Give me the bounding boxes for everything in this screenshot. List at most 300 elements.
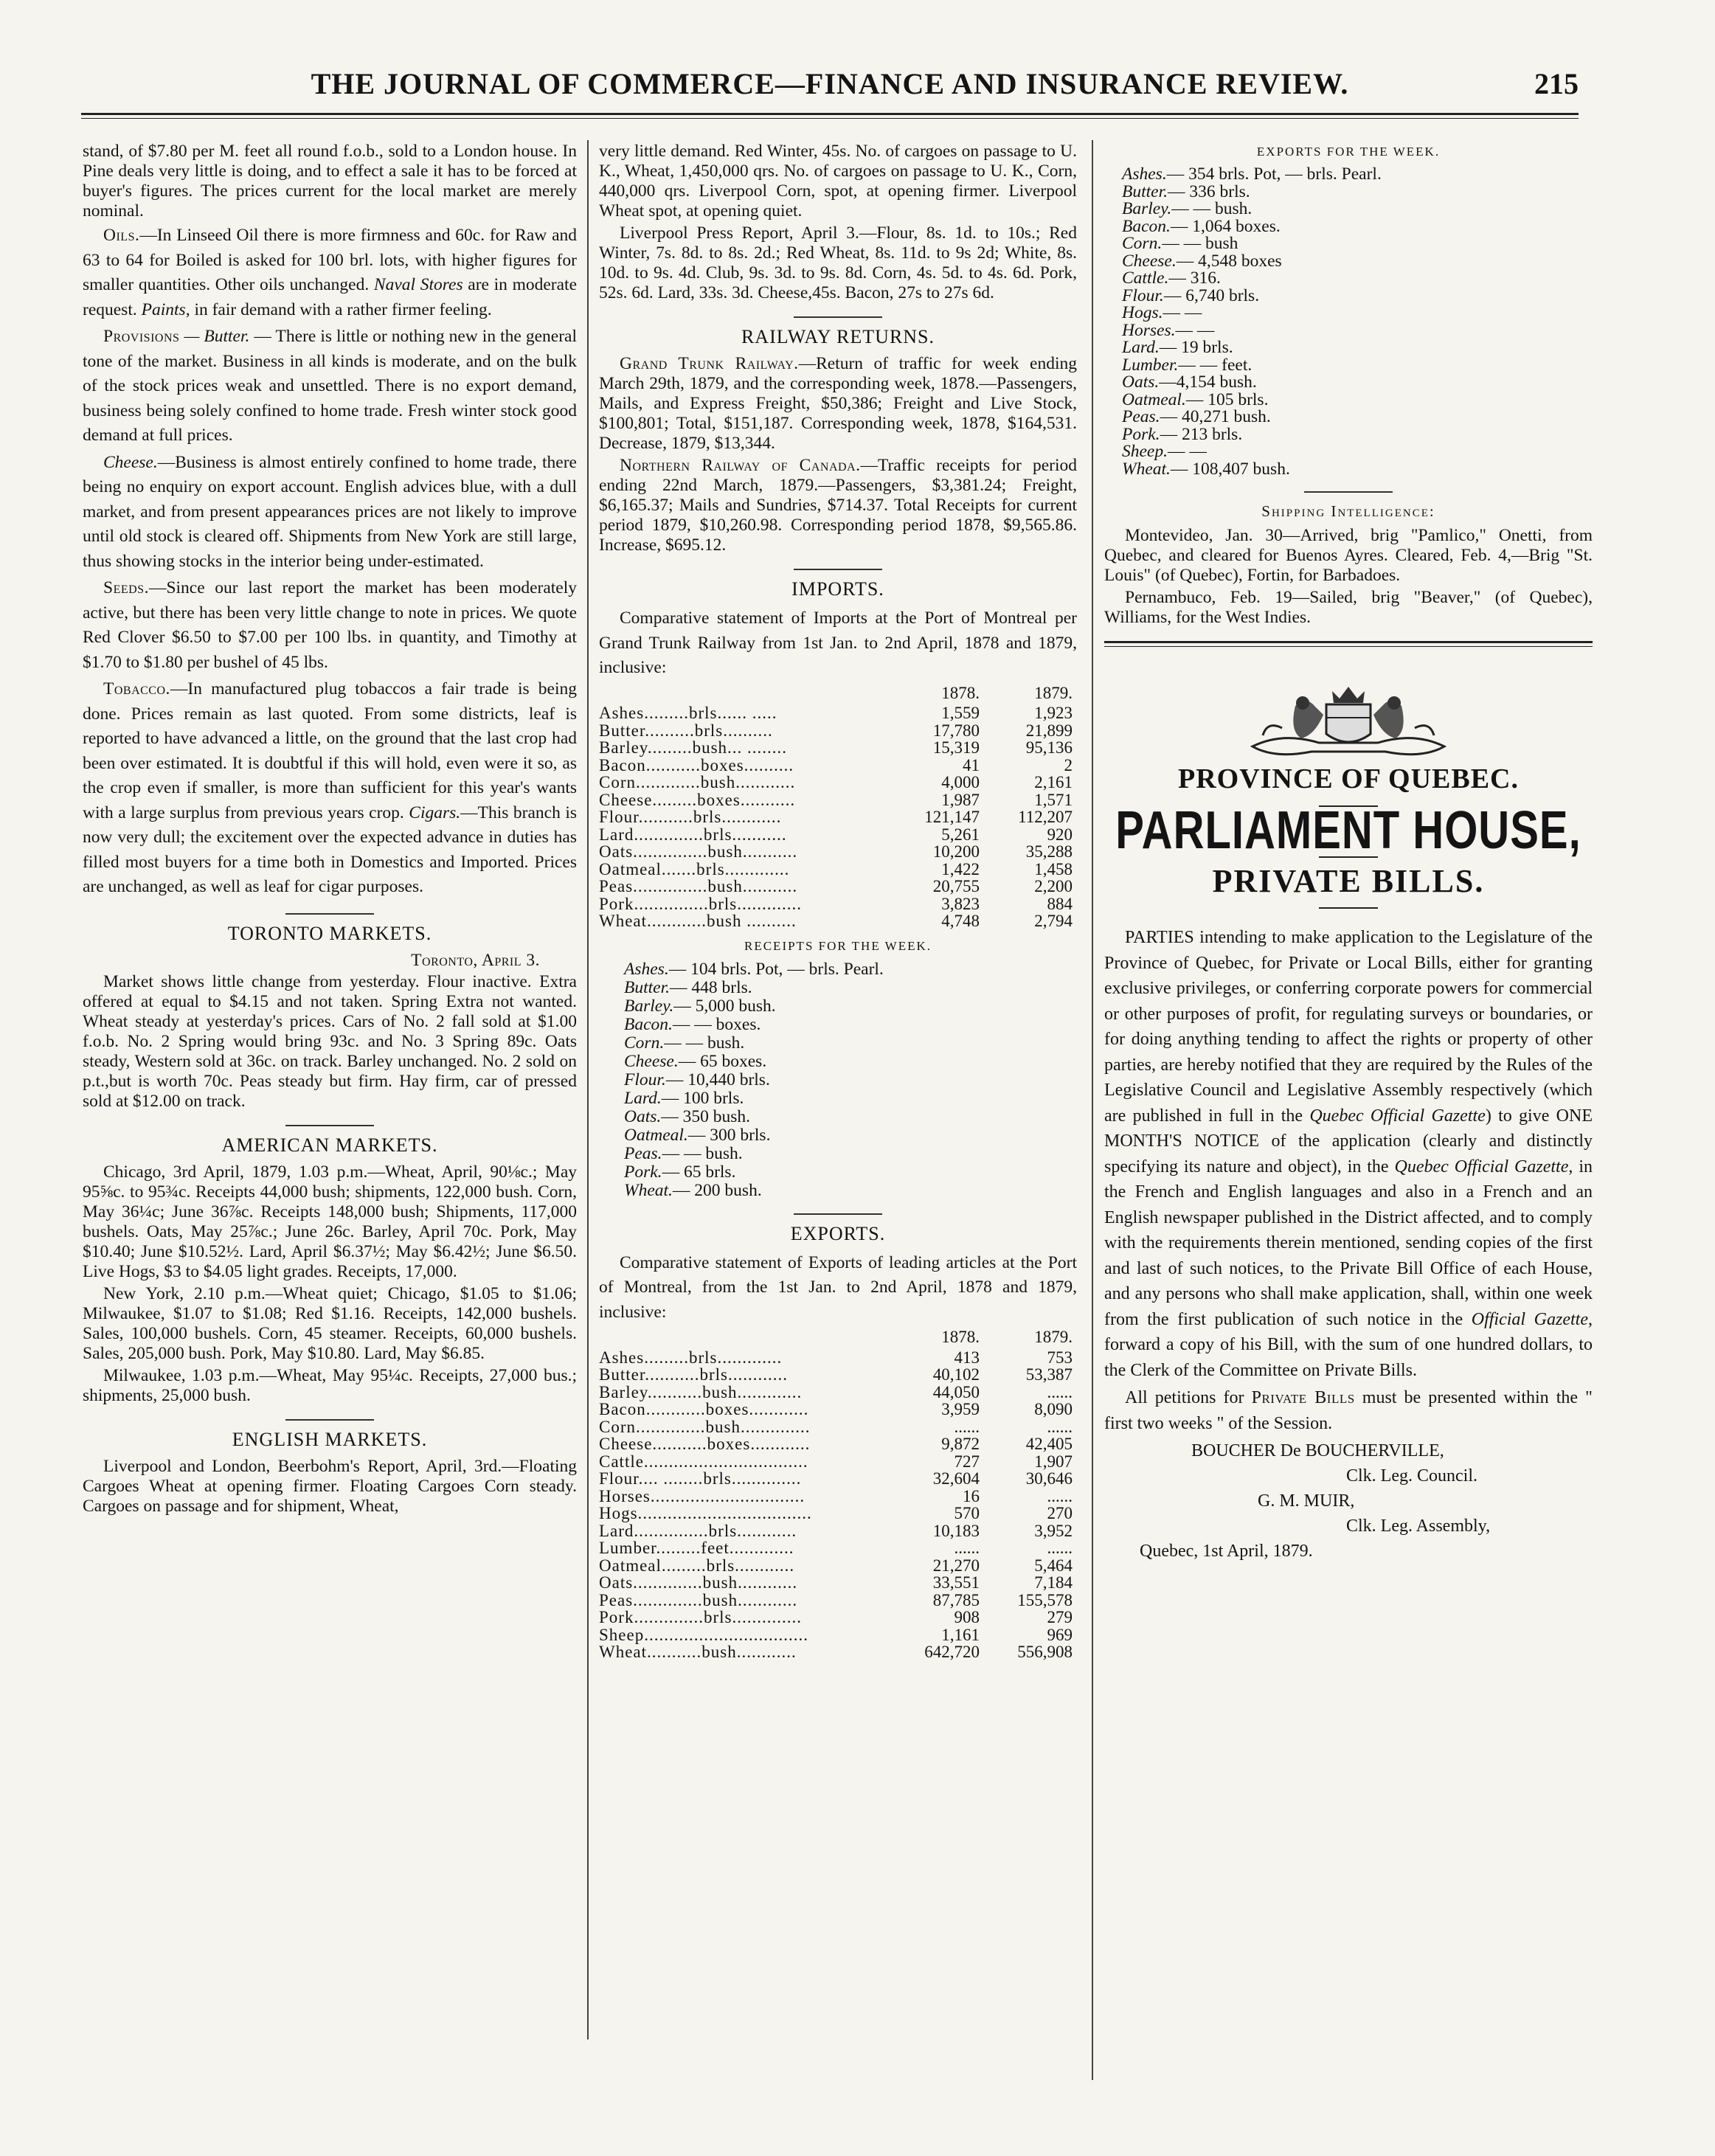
exports-week-row [1122, 374, 1593, 392]
exports-row [599, 1366, 1077, 1384]
product-name: Sheep. [1122, 442, 1168, 461]
value-1878: 908 [954, 1608, 980, 1626]
railway-heading: RAILWAY RETURNS. [741, 326, 935, 347]
value-1878: 44,050 [932, 1382, 980, 1401]
product-name: Peas. [1122, 407, 1160, 426]
toronto-dateline: Toronto, April 3. [411, 950, 540, 970]
oils-mid: are in moderate request. [83, 275, 577, 319]
pernambuco-paragraph: Pernambuco, Feb. 19—Sailed, brig "Beaver," (of Quebec), Williams, for the West Indies. [1104, 588, 1593, 627]
product-name: Oatmeal. [1122, 389, 1186, 409]
notice-text-a: PARTIES intending to make application to the Legislature of the Province of Quebec, for Private or Local Bills, either for granting exclusive privileges, or conferring corporate powers for commercial or other purposes of profit, for regulating surveys or boundaries, or for doing anything tending to affect the rights or property of other parties, are hereby notified that they are required by the Rules of the Legislative Council and Legislative Assembly respectively (which are published in full in the [1104, 928, 1593, 1126]
row-label: Wheat............bush .......... [599, 912, 797, 930]
imports-heading: IMPORTS. [791, 578, 884, 600]
gtr-body: —Return of traffic for week ending March 29th, 1879, and the corresponding week, 1878.—Passengers, Mails, and Express Freight, $50,386; Freight and Live Stock, $100,801; Total, $151,187. Corresponding week, 1878, $164,531. Decrease, 1879, $13,344. [599, 354, 1078, 453]
receipts-row [624, 1089, 1077, 1108]
petitions-text-b: must be presented within the " first two weeks " of the Session. [1104, 1388, 1593, 1433]
toronto-paragraph: Market shows little change from yesterday. Flour inactive. Extra offered at equal to $4.15 and not taken. Spring Extra not wanted. Wheat steady at yesterday's prices. Cars of No. 2 fall sold at $1.00 f.o.b. No. 2 Spring would bring 93c. and No. 3 Spring 89c. Oats steady, Western sold at 36c. on track. Barley unchanged. No. 2 sold on p.t.,but is worth 70c. Peas steady but firm. Hay firm, car of pressed sold at $12.00 on track. [83, 971, 577, 1111]
notice-gazette-2: Quebec Official Gazette [1394, 1157, 1569, 1176]
column-3 [1104, 142, 1593, 1564]
product-name: Ashes. [1122, 164, 1167, 184]
exports-week-row [1122, 426, 1593, 444]
product-quantity: — 6,740 brls. [1163, 285, 1260, 305]
exports-week-row [1122, 443, 1593, 461]
exports-row [599, 1522, 1077, 1540]
northern-railway-paragraph [599, 456, 1077, 555]
value-1878: 727 [954, 1452, 980, 1471]
value-1879: 35,288 [1025, 842, 1073, 861]
tobacco-cigars: Cigars. [409, 803, 461, 822]
province-of-quebec-title: PROVINCE OF QUEBEC. [1177, 763, 1519, 794]
signature-1-name: BOUCHER De BOUCHERVILLE, [1191, 1441, 1444, 1460]
value-1878: 9,872 [941, 1435, 980, 1453]
value-1879: ...... [1047, 1486, 1073, 1505]
exports-row [599, 1401, 1077, 1418]
value-1879: 5,464 [1034, 1556, 1073, 1575]
imports-intro: Comparative statement of Imports at the Port of Montreal per Grand Trunk Railway from 1st Jan. to 2nd April, 1878 and 1879, inclusive: [599, 609, 1077, 677]
exports-week-row [1122, 181, 1593, 201]
product-name: Peas. [624, 1143, 662, 1163]
imports-row [599, 826, 1077, 844]
row-label: Sheep................................. [599, 1625, 808, 1644]
value-1878: 32,604 [932, 1469, 980, 1488]
imports-row [599, 757, 1077, 774]
row-label: Wheat...........bush............ [599, 1643, 797, 1661]
exports-row [599, 1384, 1077, 1401]
value-1879: 95,136 [1025, 738, 1073, 757]
exports-row [599, 1488, 1077, 1505]
product-quantity: — 354 brls. Pot, — brls. Pearl. [1166, 164, 1382, 184]
exports-row [599, 1418, 1077, 1436]
exports-row [599, 1349, 1077, 1367]
value-1879: 270 [1047, 1504, 1073, 1522]
row-label: Pork..............brls.............. [599, 1608, 802, 1626]
product-name: Pork. [624, 1162, 662, 1182]
petitions-text-a: All petitions for [1125, 1388, 1252, 1407]
header-rule-top [81, 113, 1579, 115]
product-quantity: — 350 bush. [661, 1106, 751, 1126]
product-quantity: — 40,271 bush. [1160, 407, 1271, 426]
exports-row [599, 1505, 1077, 1522]
grand-trunk-paragraph [599, 354, 1077, 454]
exports-row [599, 1626, 1077, 1644]
cheese-body: —Business is almost entirely confined to home trade, there being no enquiry on export account. English advices blue, with a dull market, and from present appearances prices are not likely to improve until old stock is cleared off. Shipments from New York are still large, thus showing stocks in the interior being under-estimated. [83, 452, 577, 571]
row-label: Oatmeal.........brls............ [599, 1556, 795, 1575]
toronto-heading: TORONTO MARKETS. [227, 922, 432, 944]
provisions-butter: — Butter. [179, 327, 250, 346]
value-1879: 53,387 [1025, 1365, 1073, 1384]
row-label: Butter...........brls............ [599, 1365, 788, 1384]
product-quantity: — 5,000 bush. [673, 996, 776, 1016]
value-1878: 87,785 [932, 1590, 980, 1609]
english-paragraph: Liverpool and London, Beerbohm's Report, April, 3rd.—Floating Cargoes Wheat at opening firmer. Floating Cargoes Corn steady. Cargoes on passage and for shipment, Wheat, [83, 1456, 577, 1516]
english-heading: ENGLISH MARKETS. [232, 1428, 428, 1450]
product-quantity: — — [1163, 303, 1202, 322]
row-label: Pork...............brls............. [599, 894, 802, 913]
row-label: Flour...........brls............ [599, 808, 782, 826]
tobacco-body: —In manufactured plug tobaccos a fair trade is being done. Prices remain as last quoted. From some districts, leaf is reported to have advanced a little, on the ground that the last crop had been over estimated. It is doubtful if this will hold, even were it so, as the crop even if smaller, is more than sufficient for this year's wants with a large surplus from previous years crop. [83, 679, 577, 822]
product-name: Barley. [624, 996, 674, 1016]
provisions-paragraph [83, 325, 577, 448]
exports-intro: Comparative statement of Exports of leading articles at the Port of Montreal, from the 1st Jan. to 2nd April, 1878 and 1879, inclusive: [599, 1252, 1077, 1322]
notice-text-c: , in the French and English languages and also in a French and an English newspaper published in the District affected, and to comply with the requirements therein mentioned, sending copies of the first and last of such notices, to the Private Bill Office of each House, and any persons who shall make application, shall, within one week from the first publication of such notice in the [1104, 1157, 1593, 1329]
value-1878: 570 [954, 1504, 980, 1522]
value-1879: 112,207 [1018, 808, 1073, 826]
product-name: Lumber. [1122, 355, 1179, 375]
product-quantity: — — bush [1162, 234, 1238, 253]
imports-row [599, 878, 1077, 895]
exports-week-row [1122, 339, 1593, 357]
column-divider-1 [587, 140, 589, 2039]
product-name: Corn. [1122, 234, 1163, 253]
value-1878: 10,183 [932, 1521, 980, 1540]
imports-table [599, 683, 1077, 930]
row-label: Bacon............boxes............ [599, 1400, 809, 1418]
value-1879: ...... [1047, 1382, 1073, 1401]
row-label: Peas...............bush........... [599, 877, 798, 895]
page-header [81, 66, 1579, 111]
exports-table [599, 1327, 1077, 1661]
cheese-lead: Cheese. [103, 452, 158, 472]
column-1 [83, 142, 577, 1519]
imports-row [599, 895, 1077, 913]
product-name: Butter. [1122, 181, 1168, 201]
notice-gazette-3: Official Gazette [1471, 1309, 1588, 1329]
exports-row [599, 1435, 1077, 1453]
product-name: Flour. [624, 1070, 666, 1089]
receipts-row [624, 1145, 1077, 1163]
oils-paragraph [83, 223, 577, 322]
product-quantity: — 200 bush. [672, 1180, 762, 1200]
milwaukee-paragraph: Milwaukee, 1.03 p.m.—Wheat, May 95¼c. Receipts, 27,000 bus.; shipments, 25,000 bush. [83, 1365, 577, 1405]
product-quantity: — 19 brls. [1159, 338, 1233, 357]
product-name: Bacon. [1122, 216, 1171, 236]
product-quantity: — 4,548 boxes [1176, 251, 1282, 271]
page-number: 215 [1534, 67, 1579, 100]
value-1878: 1,559 [941, 704, 980, 722]
value-1879: 1,923 [1034, 704, 1073, 722]
row-label: Cheese.........boxes........... [599, 790, 796, 809]
short-rule [1319, 907, 1378, 909]
section-rule [794, 316, 882, 318]
value-1879: 21,899 [1025, 721, 1073, 740]
product-name: Lard. [1122, 338, 1160, 357]
exports-row [599, 1557, 1077, 1575]
header-rule-bottom [81, 118, 1579, 119]
value-1878: ...... [954, 1417, 980, 1436]
imports-row [599, 861, 1077, 878]
receipts-row [624, 960, 1077, 979]
exports-week-row [1122, 201, 1593, 218]
exports-year-1878: 1878. [941, 1328, 980, 1346]
section-rule [285, 913, 374, 915]
exports-week-row [1122, 389, 1593, 409]
row-label: Cattle................................. [599, 1452, 808, 1471]
receipts-row [624, 1016, 1077, 1034]
exports-year-1879: 1879. [1034, 1328, 1073, 1346]
product-quantity: — — boxes. [672, 1014, 761, 1034]
exports-heading: EXPORTS. [790, 1222, 886, 1244]
imports-year-1878: 1878. [941, 683, 980, 702]
oils-body: —In Linseed Oil there is more firmness and 60c. for Raw and 63 to 64 for Boiled is asked for 100 brl. lots, with higher figures for smaller quantities. Other oils unchanged. [83, 226, 577, 294]
section-rule [285, 1125, 374, 1126]
value-1879: 279 [1047, 1608, 1073, 1626]
product-name: Bacon. [624, 1014, 673, 1034]
private-bills-notice [1104, 925, 1593, 1436]
exports-week-row [1122, 461, 1593, 479]
notice-text-d: , forward a copy of his Bill, with the sum of one hundred dollars, to the Clerk of the Committee on Private Bills. [1104, 1309, 1593, 1380]
product-quantity: — 65 boxes. [678, 1051, 767, 1071]
value-1879: 2 [1064, 755, 1073, 774]
oils-paints: Paints [141, 299, 186, 319]
gtr-lead: Grand Trunk Railway. [620, 354, 799, 373]
signature-1-title: Clk. Leg. Council. [1346, 1466, 1477, 1486]
receipts-list [599, 960, 1077, 1200]
product-name: Oats. [1122, 372, 1160, 392]
product-quantity: — 104 brls. Pot, — brls. Pearl. [668, 959, 884, 979]
nrc-lead: Northern Railway of Canada. [620, 456, 861, 475]
product-quantity: — 10,440 brls. [665, 1070, 770, 1089]
exports-week-row [1122, 409, 1593, 426]
oils-end: , in fair demand with a rather firmer feeling. [185, 299, 492, 319]
value-1878: 10,200 [932, 842, 980, 861]
value-1878: 16 [963, 1486, 980, 1505]
value-1878: 40,102 [932, 1365, 980, 1384]
value-1879: 7,184 [1034, 1573, 1073, 1592]
product-quantity: — — bush. [1171, 199, 1253, 218]
product-quantity: — — bush. [664, 1033, 745, 1053]
exports-row [599, 1609, 1077, 1626]
product-name: Hogs. [1122, 303, 1163, 322]
imports-row [599, 774, 1077, 791]
receipts-row [624, 1182, 1077, 1200]
value-1879: 753 [1047, 1348, 1073, 1367]
product-quantity: — 448 brls. [670, 977, 752, 997]
receipts-row [624, 1126, 1077, 1145]
product-name: Oatmeal. [624, 1125, 688, 1145]
value-1879: 3,952 [1034, 1521, 1073, 1540]
row-label: Barley...........bush............. [599, 1382, 803, 1401]
seeds-lead: Seeds. [103, 578, 149, 597]
value-1879: 556,908 [1017, 1643, 1073, 1661]
liverpool-press-paragraph: Liverpool Press Report, April 3.—Flour, 8s. 1d. to 10s.; Red Winter, 7s. 8d. to 8s. 2d.; Red Wheat, 8s. 11d. to 9s 2d; White, 8s. 10d. to 9s. 4d. Club, 9s. 3d. to 9s. 8d. Corn, 4s. 5d. to 4s. 6d. Pork, 52s. 6d. Lard, 33s. 3d. Cheese,45s. Bacon, 27s to 27s 6d. [599, 223, 1077, 302]
provisions-body: — There is little or nothing new in the general tone of the market. Business in all kinds is moderate, and on the bulk of the stock prices weak and unsettled. There is no export demand, business being solely confined to home trade. Fresh winter stock good demand at full prices. [83, 327, 577, 445]
row-label: Lumber.........feet............. [599, 1539, 794, 1557]
cheese-paragraph [83, 451, 577, 575]
product-quantity: — — [1175, 320, 1215, 340]
receipts-row [624, 1108, 1077, 1126]
receipts-heading: RECEIPTS FOR THE WEEK. [744, 938, 932, 953]
value-1879: 1,571 [1034, 790, 1073, 809]
value-1878: 41 [963, 755, 980, 774]
chicago-paragraph: Chicago, 3rd April, 1879, 1.03 p.m.—Wheat, April, 90⅛c.; May 95⅝c. to 95¾c. Receipts 44,000 bush; shipments, 122,000 bush. Corn, May 36¼c; June 36⅞c. Receipts 148,000 bush; Shipments, 117,000 bushels. Oats, May 25⅞c.; June 26c. Barley, April 70c. Pork, May $10.40; June $10.52½. Lard, April $6.37½; May $6.42½; June $6.50. Live Hogs, $3 to $4.05 light grades. Receipts, 17,000. [83, 1162, 577, 1281]
product-name: Butter. [624, 977, 671, 997]
value-1878: 33,551 [932, 1573, 980, 1592]
exports-week-row [1122, 270, 1593, 288]
liverpool-paragraph: very little demand. Red Winter, 45s. No. of cargoes on passage to U. K., Wheat, 1,450,000 qrs. No. of cargoes on passage to U. K., Corn, 440,000 qrs. Liverpool Corn, spot, at opening firmer. Liverpool Wheat spot, at opening quiet. [599, 142, 1077, 221]
exports-week-row [1122, 253, 1593, 271]
receipts-row [624, 1053, 1077, 1071]
row-label: Oats..............bush............ [599, 1573, 798, 1592]
column-2 [599, 142, 1077, 1661]
notice-gazette-1: Quebec Official Gazette [1309, 1106, 1486, 1126]
product-quantity: — 1,064 boxes. [1170, 216, 1281, 236]
value-1879: 42,405 [1025, 1435, 1073, 1453]
row-label: Peas..............bush............ [599, 1590, 798, 1609]
value-1879: 2,200 [1034, 877, 1073, 895]
new-york-paragraph: New York, 2.10 p.m.—Wheat quiet; Chicago, $1.05 to $1.06; Milwaukee, $1.07 to $1.08; Red $1.16. Receipts, 142,000 bushels. Sales, 100,000 bushels. Corn, 45 steamer. Receipts, 60,000 bushels. Sales, 205,000 bush. Pork, May $10.80. Lard, May $6.85. [83, 1283, 577, 1363]
quebec-coat-of-arms-icon [1238, 676, 1459, 765]
row-label: Hogs................................... [599, 1504, 812, 1522]
value-1879: 8,090 [1034, 1400, 1073, 1418]
exports-week-row [1122, 166, 1593, 184]
product-quantity: — — [1168, 442, 1207, 461]
row-label: Horses............................... [599, 1486, 805, 1505]
product-name: Corn. [624, 1033, 665, 1053]
provisions-lead: Provisions [103, 327, 180, 346]
value-1878: 5,261 [941, 825, 980, 844]
american-heading: AMERICAN MARKETS. [221, 1134, 438, 1156]
row-label: Oatmeal.......brls............. [599, 859, 790, 878]
receipts-row [624, 979, 1077, 997]
exports-week-row [1122, 357, 1593, 375]
imports-row [599, 912, 1077, 930]
exports-week-row [1122, 235, 1593, 253]
notice-paragraph [1104, 925, 1593, 1383]
montevideo-paragraph: Montevideo, Jan. 30—Arrived, brig "Pamlico," Onetti, from Quebec, and cleared for Buenos Ayres. Cleared, Feb. 4,—Brig "St. Louis" (of Quebec), Fortin, for Barbadoes. [1104, 526, 1593, 585]
row-label: Corn.............bush............ [599, 773, 796, 791]
tobacco-end: —This branch is now very dull; the excitement over the expected advance in duties has filled most buyers for a time both in Domestics and Imported. Prices are unchanged, as well as leaf for cigar purposes. [83, 803, 577, 896]
exports-week-row [1122, 285, 1593, 305]
product-name: Barley. [1122, 199, 1172, 218]
exports-row [599, 1592, 1077, 1609]
private-bills-title: PRIVATE BILLS. [1212, 863, 1485, 899]
product-name: Pork. [1122, 424, 1160, 444]
parliament-house-title: PARLIAMENT HOUSE, [1115, 800, 1581, 861]
exports-week-row [1122, 322, 1593, 340]
product-name: Flour. [1122, 285, 1164, 305]
product-quantity: — 105 brls. [1185, 389, 1269, 409]
product-quantity: — 336 brls. [1168, 181, 1250, 201]
imports-row [599, 843, 1077, 861]
product-name: Wheat. [1122, 459, 1171, 479]
value-1878: 21,270 [932, 1556, 980, 1575]
signature-2-title: Clk. Leg. Assembly, [1346, 1517, 1491, 1536]
tobacco-paragraph [83, 677, 577, 900]
petitions-paragraph [1104, 1385, 1593, 1436]
product-name: Wheat. [624, 1180, 673, 1200]
value-1878: 1,422 [941, 859, 980, 878]
row-label: Oats...............bush........... [599, 842, 798, 861]
row-label: Lard...............brls............ [599, 1521, 797, 1540]
value-1878: ...... [954, 1539, 980, 1557]
column-divider-2 [1092, 140, 1093, 2080]
imports-row [599, 704, 1077, 722]
value-1878: 20,755 [932, 877, 980, 895]
value-1879: 969 [1047, 1625, 1073, 1644]
receipts-row [624, 997, 1077, 1016]
product-quantity: — 316. [1168, 268, 1221, 288]
value-1879: ...... [1047, 1539, 1073, 1557]
product-quantity: — 65 brls. [662, 1162, 736, 1182]
value-1878: 1,161 [941, 1625, 980, 1644]
exports-week-heading: EXPORTS FOR THE WEEK. [1256, 145, 1441, 159]
row-label: Bacon...........boxes.......... [599, 755, 794, 774]
exports-row [599, 1574, 1077, 1592]
row-label: Cheese...........boxes............ [599, 1435, 811, 1453]
shipping-heading: Shipping Intelligence: [1261, 502, 1435, 520]
section-rule [794, 1213, 882, 1215]
product-quantity: — 108,407 bush. [1170, 459, 1290, 479]
row-label: Corn..............bush.............. [599, 1417, 811, 1436]
receipts-row [624, 1034, 1077, 1053]
section-rule [794, 569, 882, 570]
value-1879: 2,161 [1034, 773, 1073, 791]
row-label: Flour.... ........brls.............. [599, 1469, 802, 1488]
product-quantity: — — bush. [662, 1143, 743, 1163]
value-1878: 121,147 [924, 808, 980, 826]
imports-row [599, 739, 1077, 757]
product-name: Cheese. [624, 1051, 679, 1071]
row-label: Barley.........bush... ........ [599, 738, 788, 757]
value-1879: 1,458 [1034, 859, 1073, 878]
value-1878: 3,959 [941, 1400, 980, 1418]
value-1879: 920 [1047, 825, 1073, 844]
product-name: Oats. [624, 1106, 662, 1126]
value-1879: 2,794 [1034, 912, 1073, 930]
value-1879: 155,578 [1017, 1590, 1073, 1609]
value-1879: 884 [1047, 894, 1073, 913]
exports-row [599, 1539, 1077, 1557]
value-1878: 3,823 [941, 894, 980, 913]
imports-row [599, 808, 1077, 826]
exports-week-list [1104, 166, 1593, 478]
value-1879: 30,646 [1025, 1469, 1073, 1488]
signature-2-name: G. M. MUIR, [1258, 1491, 1355, 1511]
exports-row [599, 1643, 1077, 1661]
value-1878: 15,319 [932, 738, 980, 757]
lumber-paragraph: stand, of $7.80 per M. feet all round f.o.b., sold to a London house. In Pine deals very little is doing, and to effect a sale it has to be forced at buyer's figures. The prices current for the local market are merely nominal. [83, 142, 577, 221]
value-1878: 17,780 [932, 721, 980, 740]
seeds-body: —Since our last report the market has been moderately active, but there has been very little change to note in prices. We quote Red Clover $6.50 to $7.00 per 100 lbs. in quantity, and Timothy at $1.70 to $1.80 per bushel of 45 lbs. [83, 578, 577, 672]
product-quantity: — 300 brls. [687, 1125, 771, 1145]
nrc-body: —Traffic receipts for period ending 22nd March, 1879.—Passengers, $3,381.24; Freight, $6,165.37; Mails and Sundries, $714.37. Total Receipts for current period 1879, $10,260.98. Corresponding period 1878, $9,565.86. Increase, $695.12. [599, 456, 1077, 555]
value-1878: 1,987 [941, 790, 980, 809]
imports-row [599, 722, 1077, 740]
row-label: Ashes.........brls...... ..... [599, 704, 777, 722]
exports-row [599, 1453, 1077, 1471]
product-quantity: —4,154 bush. [1159, 372, 1257, 392]
row-label: Lard..............brls........... [599, 825, 787, 844]
value-1878: 642,720 [924, 1643, 980, 1661]
imports-year-1879: 1879. [1034, 683, 1073, 702]
receipts-row [624, 1163, 1077, 1182]
journal-title: THE JOURNAL OF COMMERCE—FINANCE AND INSURANCE REVIEW. [311, 67, 1349, 100]
value-1878: 4,748 [941, 912, 980, 930]
notice-text-b: ) to give ONE MONTH'S NOTICE of the application (clearly and distinctly specifying its nature and object), in the [1104, 1106, 1593, 1176]
product-name: Ashes. [624, 959, 669, 979]
notice-dateline: Quebec, 1st April, 1879. [1140, 1542, 1313, 1561]
oils-lead: Oils. [103, 226, 140, 245]
row-label: Butter..........brls.......... [599, 721, 773, 740]
exports-week-row [1122, 218, 1593, 236]
product-quantity: — 100 brls. [661, 1088, 744, 1108]
oils-naval: Naval Stores [373, 275, 463, 294]
tobacco-lead: Tobacco. [103, 679, 170, 699]
product-name: Cattle. [1122, 268, 1169, 288]
row-label: Ashes.........brls............. [599, 1348, 783, 1367]
seeds-paragraph [83, 576, 577, 675]
value-1878: 413 [954, 1348, 980, 1367]
